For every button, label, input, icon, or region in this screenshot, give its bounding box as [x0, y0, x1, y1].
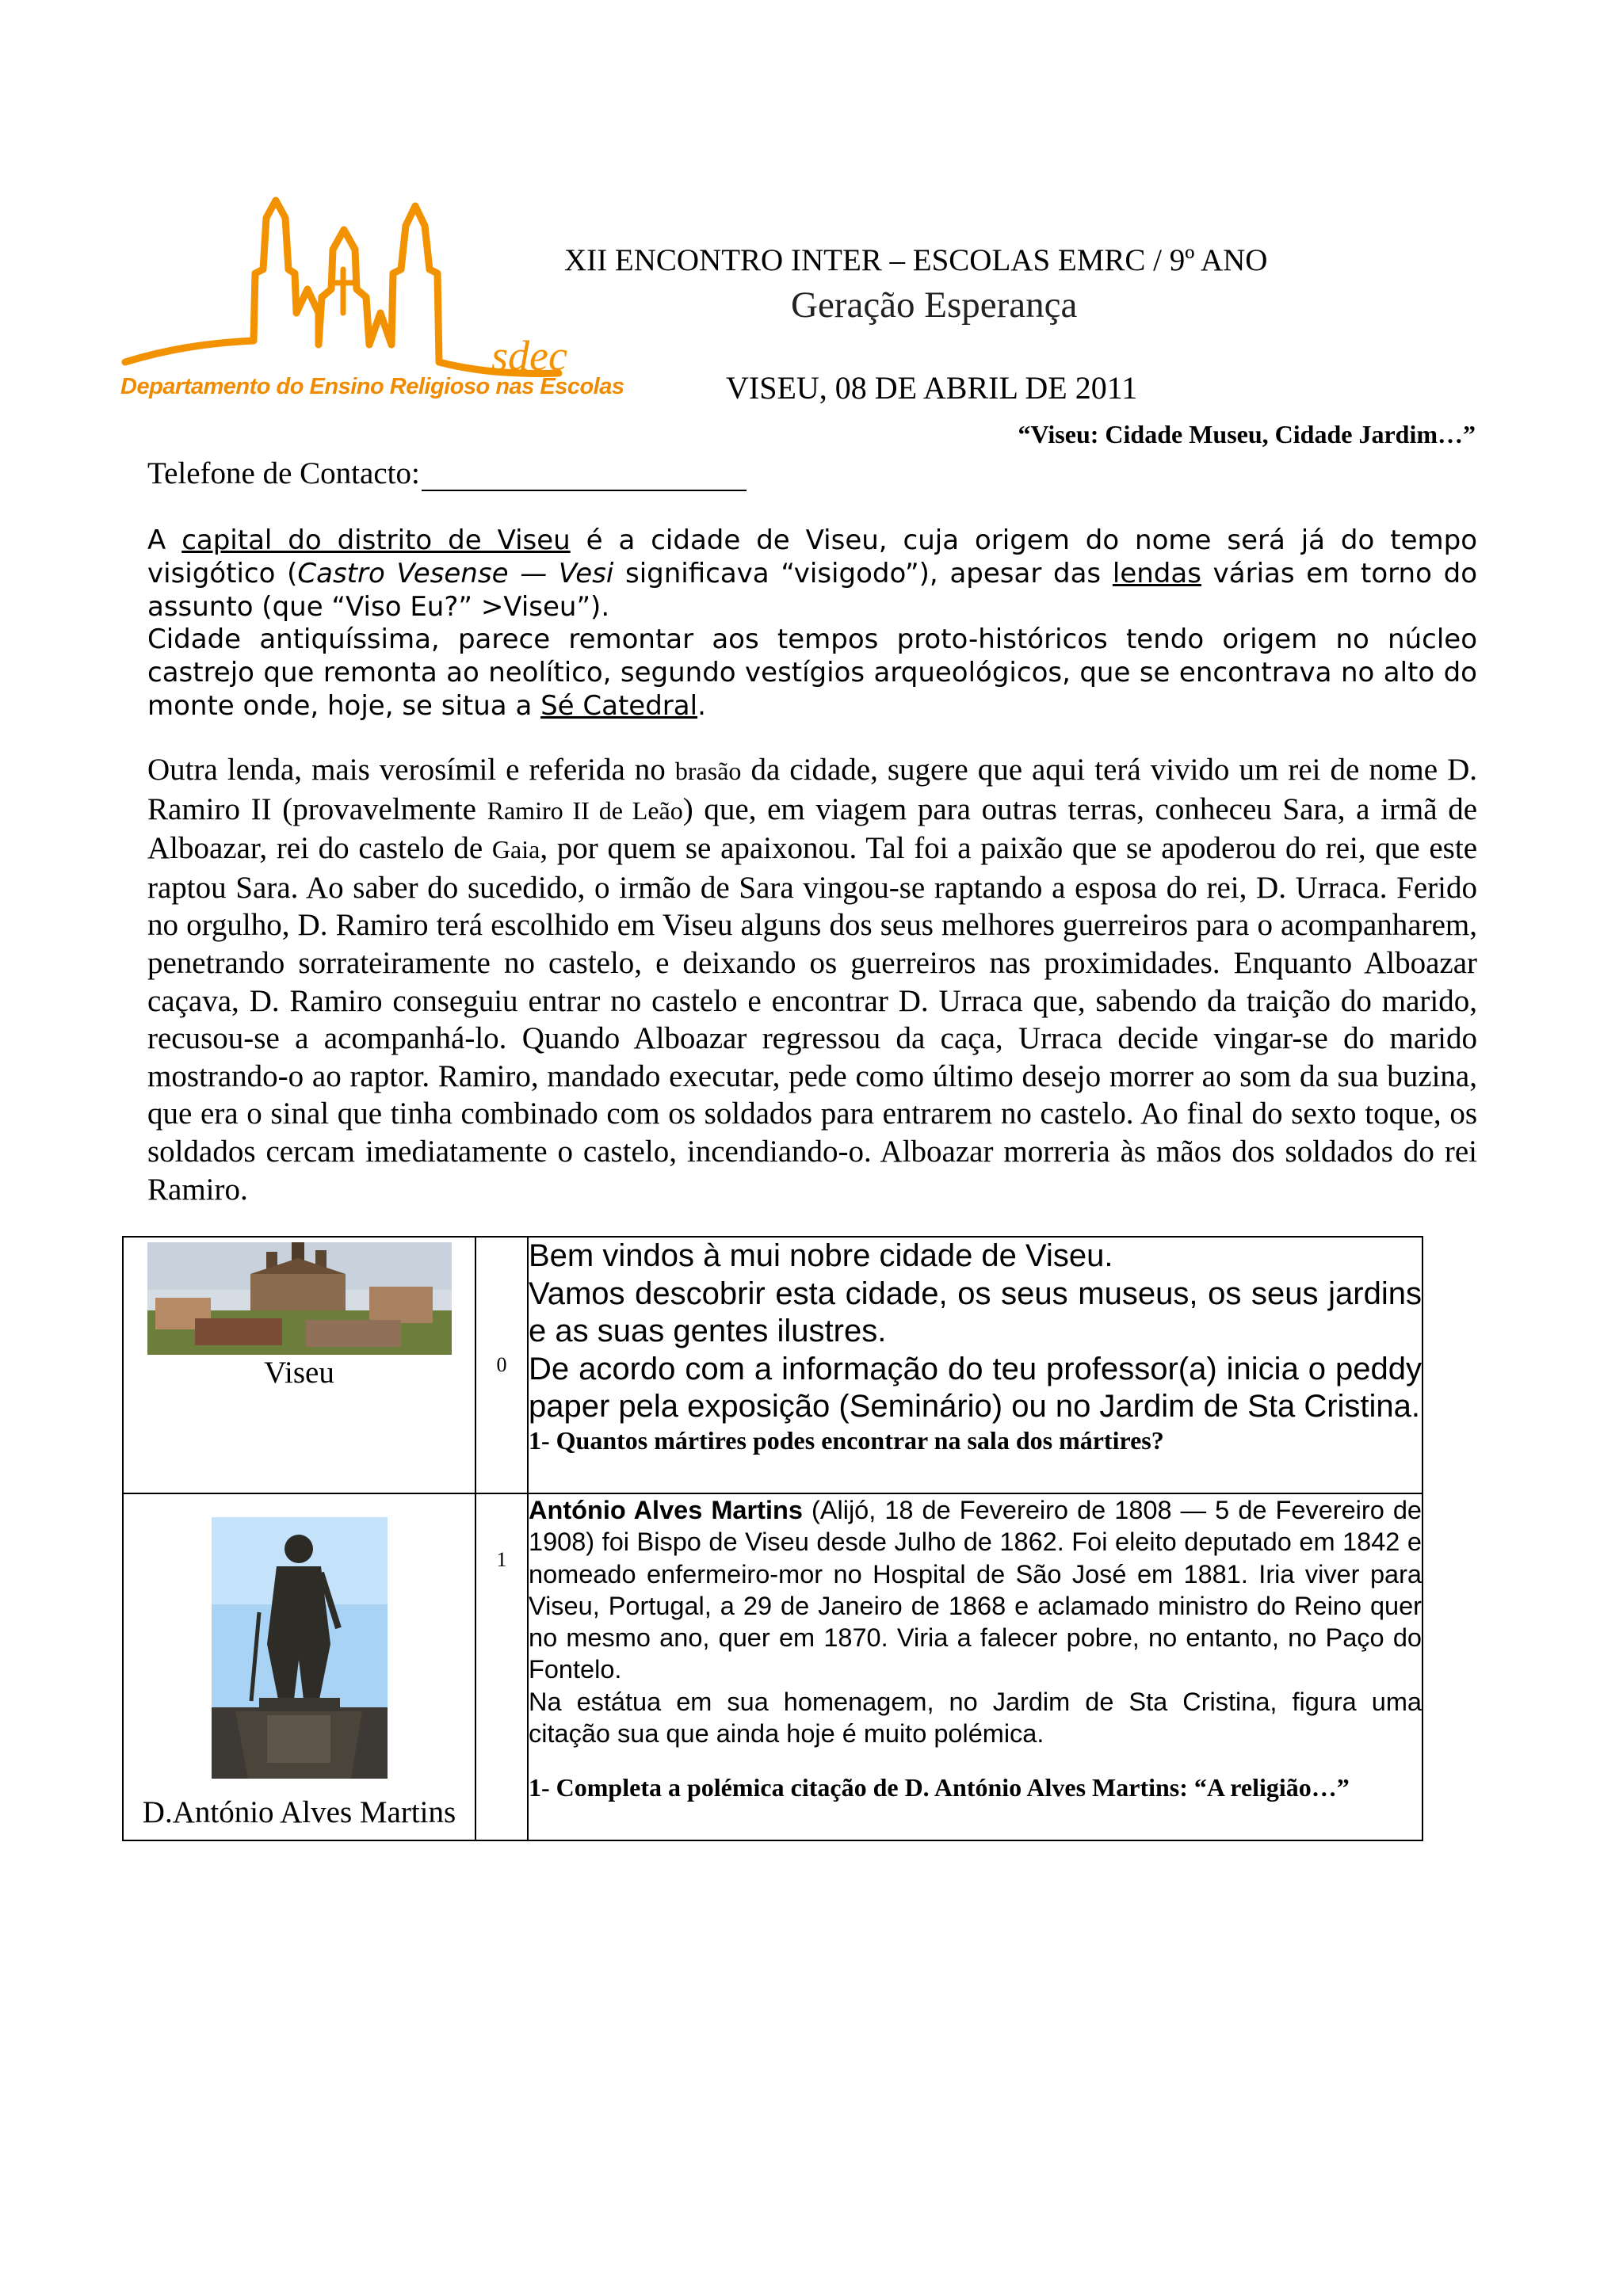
text: várias em torno do assunto (que “Viso Eu?” >Viseu”). — [147, 558, 1478, 623]
content-cell — [528, 1493, 1423, 1840]
text: Outra lenda, mais verosímil e referida no — [147, 753, 675, 787]
phone-blank-line[interactable] — [422, 461, 747, 491]
question: 1- Quantos mártires podes encontrar na sala dos mártires? — [529, 1425, 1164, 1455]
image-caption: Viseu — [264, 1356, 334, 1390]
text: é a cidade de Viseu, cuja origem do nome será já do tempo visigótico ( — [147, 524, 1477, 589]
statue-image — [212, 1517, 388, 1779]
theme-quote: “Viseu: Cidade Museu, Cidade Jardim…” — [1018, 420, 1476, 448]
gaia-term: Gaia — [491, 835, 540, 864]
text-line: Vamos descobrir esta cidade, os seus museus, os seus jardins e as suas gentes ilustres. — [529, 1276, 1422, 1348]
event-subtitle: Geração Esperança — [791, 284, 1078, 326]
ramiro-term: Ramiro II de Leão — [487, 795, 683, 825]
italic-term: Castro Vesense — Vesi — [297, 558, 614, 589]
row-number: 1 — [496, 1548, 507, 1571]
link-capital-distrito[interactable]: capital do distrito de Viseu — [181, 524, 571, 556]
row-number: 0 — [496, 1353, 507, 1376]
image-cell — [123, 1237, 475, 1493]
viseu-cityscape-image — [147, 1242, 452, 1355]
text: ) que, em viagem para outras terras, conheceu Sara, a irmã de Alboazar, rei do castelo de — [147, 791, 1477, 866]
text: Cidade antiquíssima, parece remontar aos tempos proto-históricos tendo origem no núcleo castrejo que remonta ao neolítico, segundo vestígios arqueológicos, que se encontrava no alto do monte onde, hoje, se situa a — [147, 624, 1477, 722]
text: significava “visigodo”), apesar das — [613, 558, 1113, 589]
link-se-catedral[interactable]: Sé Catedral — [540, 690, 698, 722]
logo-brand: sdec — [491, 332, 567, 379]
image-cell — [123, 1493, 475, 1840]
logo-caption: Departamento do Ensino Religioso nas Escolas — [120, 374, 624, 399]
phone-label: Telefone de Contacto: — [147, 456, 420, 490]
legend-paragraph — [147, 751, 1477, 1208]
text-line: Bem vindos à mui nobre cidade de Viseu. — [529, 1238, 1113, 1273]
image-caption: D.António Alves Martins — [142, 1795, 456, 1829]
phone-field — [147, 456, 747, 491]
statue-note: Na estátua em sua homenagem, no Jardim de Sta Cristina, figura uma citação sua que ainda hoje é muito polémica. — [529, 1687, 1422, 1749]
text-line: De acordo com a informação do teu professor(a) inicia o peddy paper pela exposição (Seminário) ou no Jardim de Sta Cristina. — [529, 1351, 1422, 1424]
table-row — [123, 1493, 1423, 1840]
text: , por quem se apaixonou. Tal foi a paixão que se apoderou do rei, que este raptou Sara. Ao saber do sucedido, o irmão de Sara vingou-se raptando a esposa do rei, D. Urraca. Ferido no orgulho, D. Ramiro terá escolhido em Viseu alguns dos seus melhores guerreiros para o acompanharem, penetrando sorrateiramente no castelo, e deixando os guerreiros nas proximidades. Enquanto Alboazar caçava, D. Ramiro conseguiu entrar no castelo e encontrar D. Urraca que, sabendo da traição do marido, recusou-se a acompanhá-lo. Quando Alboazar regressou da caça, Urraca decide vingar-se do marido mostrando-o ao raptor. Ramiro, mandado executar, pede como último desejo morrer ao som da sua buzina, que era o sinal que tinha combinado com os soldados para entrarem no castelo. Ao final do sexto toque, os soldados cercam imediatamente o castelo, incendiando-o. Alboazar morreria às mãos dos soldados do rei Ramiro. — [147, 831, 1478, 1207]
link-lendas[interactable]: lendas — [1112, 558, 1201, 589]
event-date: VISEU, 08 DE ABRIL DE 2011 — [726, 370, 1138, 406]
number-cell — [475, 1493, 528, 1840]
text: da cidade, sugere que aqui terá vivido um rei de nome D. Ramiro II (provavelmente — [147, 753, 1478, 826]
bio-body: (Alijó, 18 de Fevereiro de 1808 — 5 de Fevereiro de 1908) foi Bispo de Viseu desde Julho de 1862. Foi eleito deputado em 1842 e nomeado enfermeiro-mor no Hospital de São José em 1881. Iria viver para Viseu, Portugal, a 29 de Janeiro de 1868 e aclamado ministro do Reino quer no mesmo ano, quer em 1870. Viria a falecer pobre, no entanto, no Paço do Fontelo. — [529, 1496, 1422, 1684]
text: A — [147, 524, 182, 556]
intro-paragraph-2 — [147, 623, 1477, 723]
bio-name: António Alves Martins — [529, 1496, 803, 1524]
number-cell — [475, 1237, 528, 1493]
text: . — [697, 690, 706, 722]
intro-paragraph-1 — [147, 524, 1477, 624]
question: 1- Completa a polémica citação de D. António Alves Martins: “A religião…” — [529, 1773, 1350, 1802]
table-row — [123, 1237, 1423, 1493]
event-title: XII ENCONTRO INTER – ESCOLAS EMRC / 9º ANO — [564, 243, 1268, 277]
bio-text — [529, 1494, 1422, 1686]
content-cell — [528, 1237, 1423, 1493]
peddy-paper-table — [122, 1236, 1423, 1841]
brasao-term: brasão — [674, 757, 742, 785]
